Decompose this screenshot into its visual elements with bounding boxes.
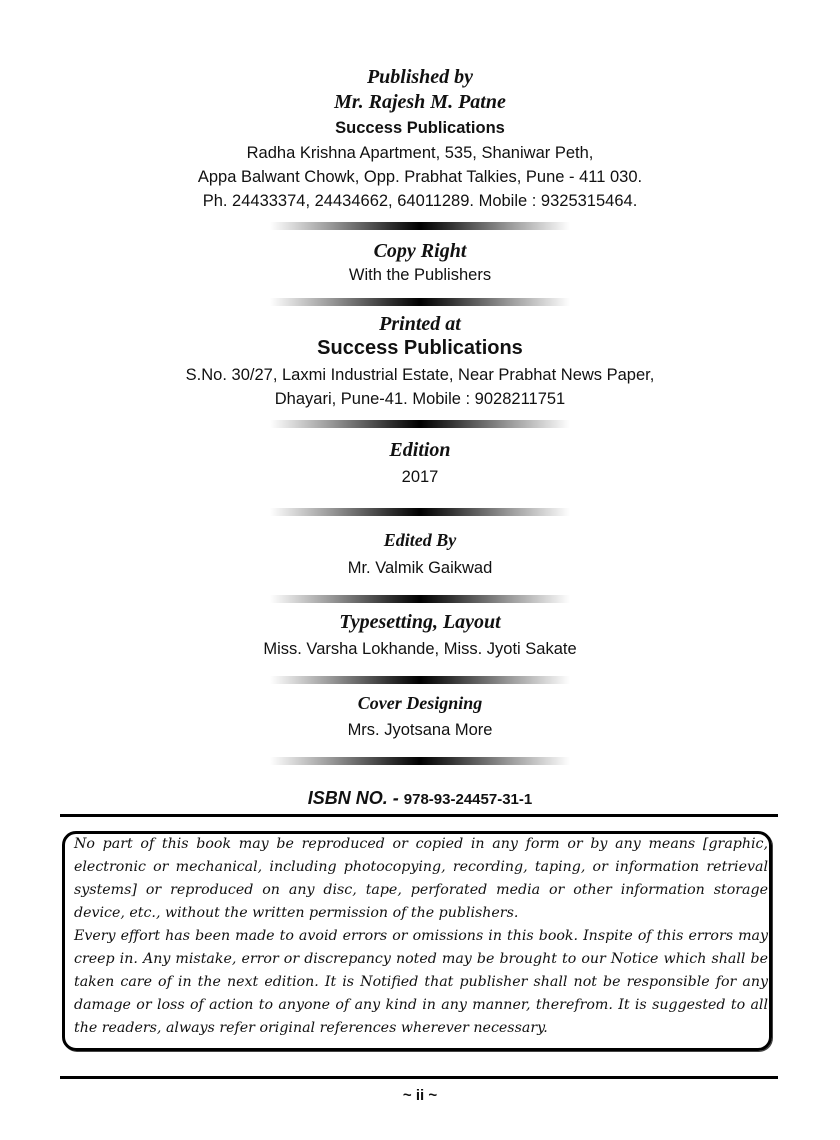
copyright-notice-text (74, 833, 768, 1040)
cover-designing-heading: Cover Designing (357, 693, 483, 713)
publisher-name: Mr. Rajesh M. Patne (334, 91, 506, 113)
page-number: ~ ii ~ (402, 1087, 438, 1104)
gradient-divider (270, 757, 570, 765)
published-by-heading: Published by (366, 66, 474, 88)
edition-value: 2017 (401, 468, 439, 486)
notice-paragraph-errors: Every effort has been made to avoid errors or omissions in this book. Inspite of this errors may creep in. Any mistake, error or discrepancy noted may be brought to our Notice which shall be taken care of in the next edition. It is Notified that publisher shall not be responsible for any damage or loss of action to anyone of any kind in any manner, therefrom. It is suggested to all the readers, always refer original references wherever necessary. (74, 928, 768, 1036)
gradient-divider (270, 420, 570, 428)
publisher-phone: Ph. 24433374, 24434662, 64011289. Mobile : 9325315464. (202, 192, 638, 210)
gradient-divider (270, 508, 570, 516)
publisher-address-line1: Radha Krishna Apartment, 535, Shaniwar Peth, (246, 144, 594, 162)
isbn-number: 978-93-24457-31-1 (403, 791, 533, 808)
printer-company: Success Publications (317, 337, 523, 359)
copyright-heading: Copy Right (373, 240, 467, 262)
copyright-value: With the Publishers (348, 266, 492, 284)
horizontal-rule (60, 814, 778, 817)
gradient-divider (270, 298, 570, 306)
typesetting-heading: Typesetting, Layout (339, 611, 501, 633)
gradient-divider (270, 676, 570, 684)
isbn-line (0, 788, 840, 809)
printed-at-heading: Printed at (379, 313, 461, 335)
gradient-divider (270, 595, 570, 603)
printer-address-line2: Dhayari, Pune-41. Mobile : 9028211751 (274, 390, 566, 408)
editor-name: Mr. Valmik Gaikwad (347, 559, 493, 577)
edition-heading: Edition (389, 439, 451, 461)
edited-by-heading: Edited By (383, 530, 457, 550)
notice-paragraph-reproduction: No part of this book may be reproduced or copied in any form or by any means [graphic, electronic or mechanical, including photocopying, recording, taping, or information retrieval systems] or reproduced on any disc, tape, perforated media or other information storage device, etc., without the written permission of the publishers. (74, 836, 768, 921)
isbn-label: ISBN NO. - (307, 788, 404, 808)
publisher-address-line2: Appa Balwant Chowk, Opp. Prabhat Talkies, Pune - 411 030. (197, 168, 643, 186)
publisher-company: Success Publications (335, 119, 505, 137)
typesetting-names: Miss. Varsha Lokhande, Miss. Jyoti Sakate (263, 640, 577, 658)
printer-address-line1: S.No. 30/27, Laxmi Industrial Estate, Near Prabhat News Paper, (185, 366, 655, 384)
gradient-divider (270, 222, 570, 230)
cover-designer-name: Mrs. Jyotsana More (347, 721, 493, 739)
horizontal-rule (60, 1076, 778, 1079)
